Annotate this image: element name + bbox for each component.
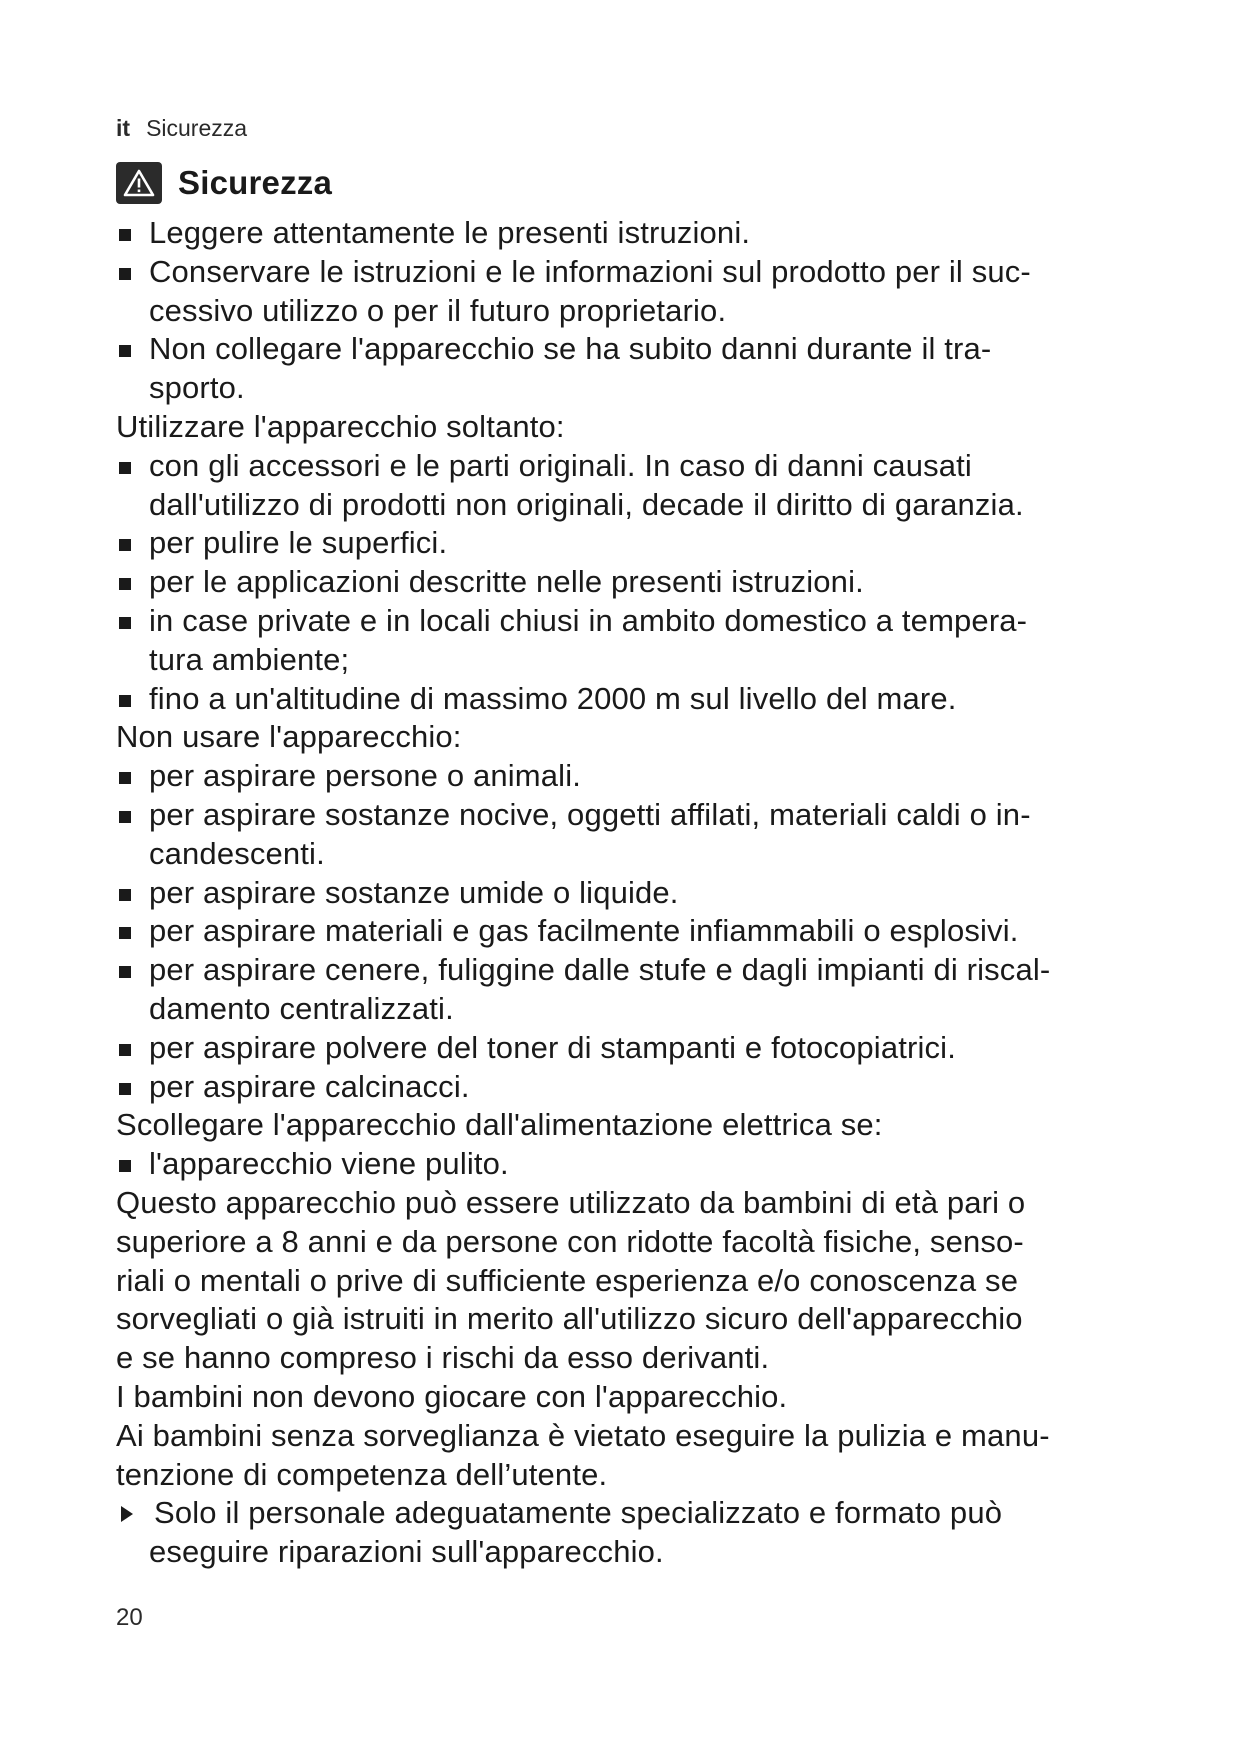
- bullet-item: fino a un'altitudine di massimo 2000 m sul livello del mare.: [116, 680, 1156, 719]
- bullet-item: per aspirare calcinacci.: [116, 1068, 1156, 1107]
- bullet-item: Conservare le istruzioni e le informazioni sul prodotto per il suc-: [116, 253, 1156, 292]
- bullet-item: Leggere attentamente le presenti istruzioni.: [116, 214, 1156, 253]
- section-title: Sicurezza: [178, 164, 333, 201]
- bullet-item: per aspirare polvere del toner di stampanti e fotocopiatrici.: [116, 1029, 1156, 1068]
- bullet-item: per aspirare materiali e gas facilmente infiammabili o esplosivi.: [116, 912, 1156, 951]
- bullet-item: Non collegare l'apparecchio se ha subito danni durante il tra-: [116, 330, 1156, 369]
- section-heading: [116, 160, 332, 206]
- bullet-item: per aspirare persone o animali.: [116, 757, 1156, 796]
- paragraph-line: Scollegare l'apparecchio dall'alimentazione elettrica se:: [116, 1107, 883, 1143]
- page-number: 20: [116, 1604, 143, 1631]
- bullet-item: l'apparecchio viene pulito.: [116, 1145, 1156, 1184]
- paragraph-line: tenzione di competenza dell’utente.: [116, 1456, 608, 1492]
- paragraph-line: I bambini non devono giocare con l'apparecchio.: [116, 1378, 788, 1414]
- bullet-continuation: cessivo utilizzo o per il futuro proprietario.: [149, 292, 727, 328]
- paragraph-line: superiore a 8 anni e da persone con ridotte facoltà fisiche, senso-: [116, 1223, 1024, 1259]
- bullet-continuation: dall'utilizzo di prodotti non originali, decade il diritto di garanzia.: [149, 486, 1024, 522]
- running-header-section: Sicurezza: [146, 115, 248, 141]
- bullet-item: per pulire le superfici.: [116, 524, 1156, 563]
- warning-triangle-icon: [116, 162, 162, 204]
- bullet-continuation: candescenti.: [149, 835, 325, 871]
- paragraph-line: Questo apparecchio può essere utilizzato da bambini di età pari o: [116, 1184, 1026, 1220]
- paragraph-line: Non usare l'apparecchio:: [116, 719, 462, 755]
- paragraph-line: Utilizzare l'apparecchio soltanto:: [116, 408, 565, 444]
- bullet-item: per aspirare sostanze umide o liquide.: [116, 874, 1156, 913]
- bullet-item: con gli accessori e le parti originali. In caso di danni causati: [116, 447, 1156, 486]
- bullet-continuation: sporto.: [149, 370, 245, 406]
- bullet-continuation: damento centralizzati.: [149, 990, 454, 1026]
- language-code: it: [116, 115, 131, 141]
- paragraph-line: sorvegliati o già istruiti in merito all'utilizzo sicuro dell'apparecchio: [116, 1301, 1023, 1337]
- bullet-item: in case private e in locali chiusi in ambito domestico a tempera-: [116, 602, 1156, 641]
- running-header: [116, 113, 247, 143]
- paragraph-line: e se hanno compreso i rischi da esso derivanti.: [116, 1340, 770, 1376]
- bullet-continuation: tura ambiente;: [149, 641, 350, 677]
- instruction-step: Solo il personale adeguatamente specializzato e formato può: [116, 1494, 1156, 1533]
- paragraph-line: Ai bambini senza sorveglianza è vietato eseguire la pulizia e manu-: [116, 1417, 1050, 1453]
- instruction-continuation: eseguire riparazioni sull'apparecchio.: [149, 1534, 664, 1570]
- bullet-item: per le applicazioni descritte nelle presenti istruzioni.: [116, 563, 1156, 602]
- paragraph-line: riali o mentali o prive di sufficiente esperienza e/o conoscenza se: [116, 1262, 1019, 1298]
- bullet-item: per aspirare cenere, fuliggine dalle stufe e dagli impianti di riscal-: [116, 951, 1156, 990]
- safety-instructions: [116, 214, 1156, 1572]
- bullet-item: per aspirare sostanze nocive, oggetti affilati, materiali caldi o in-: [116, 796, 1156, 835]
